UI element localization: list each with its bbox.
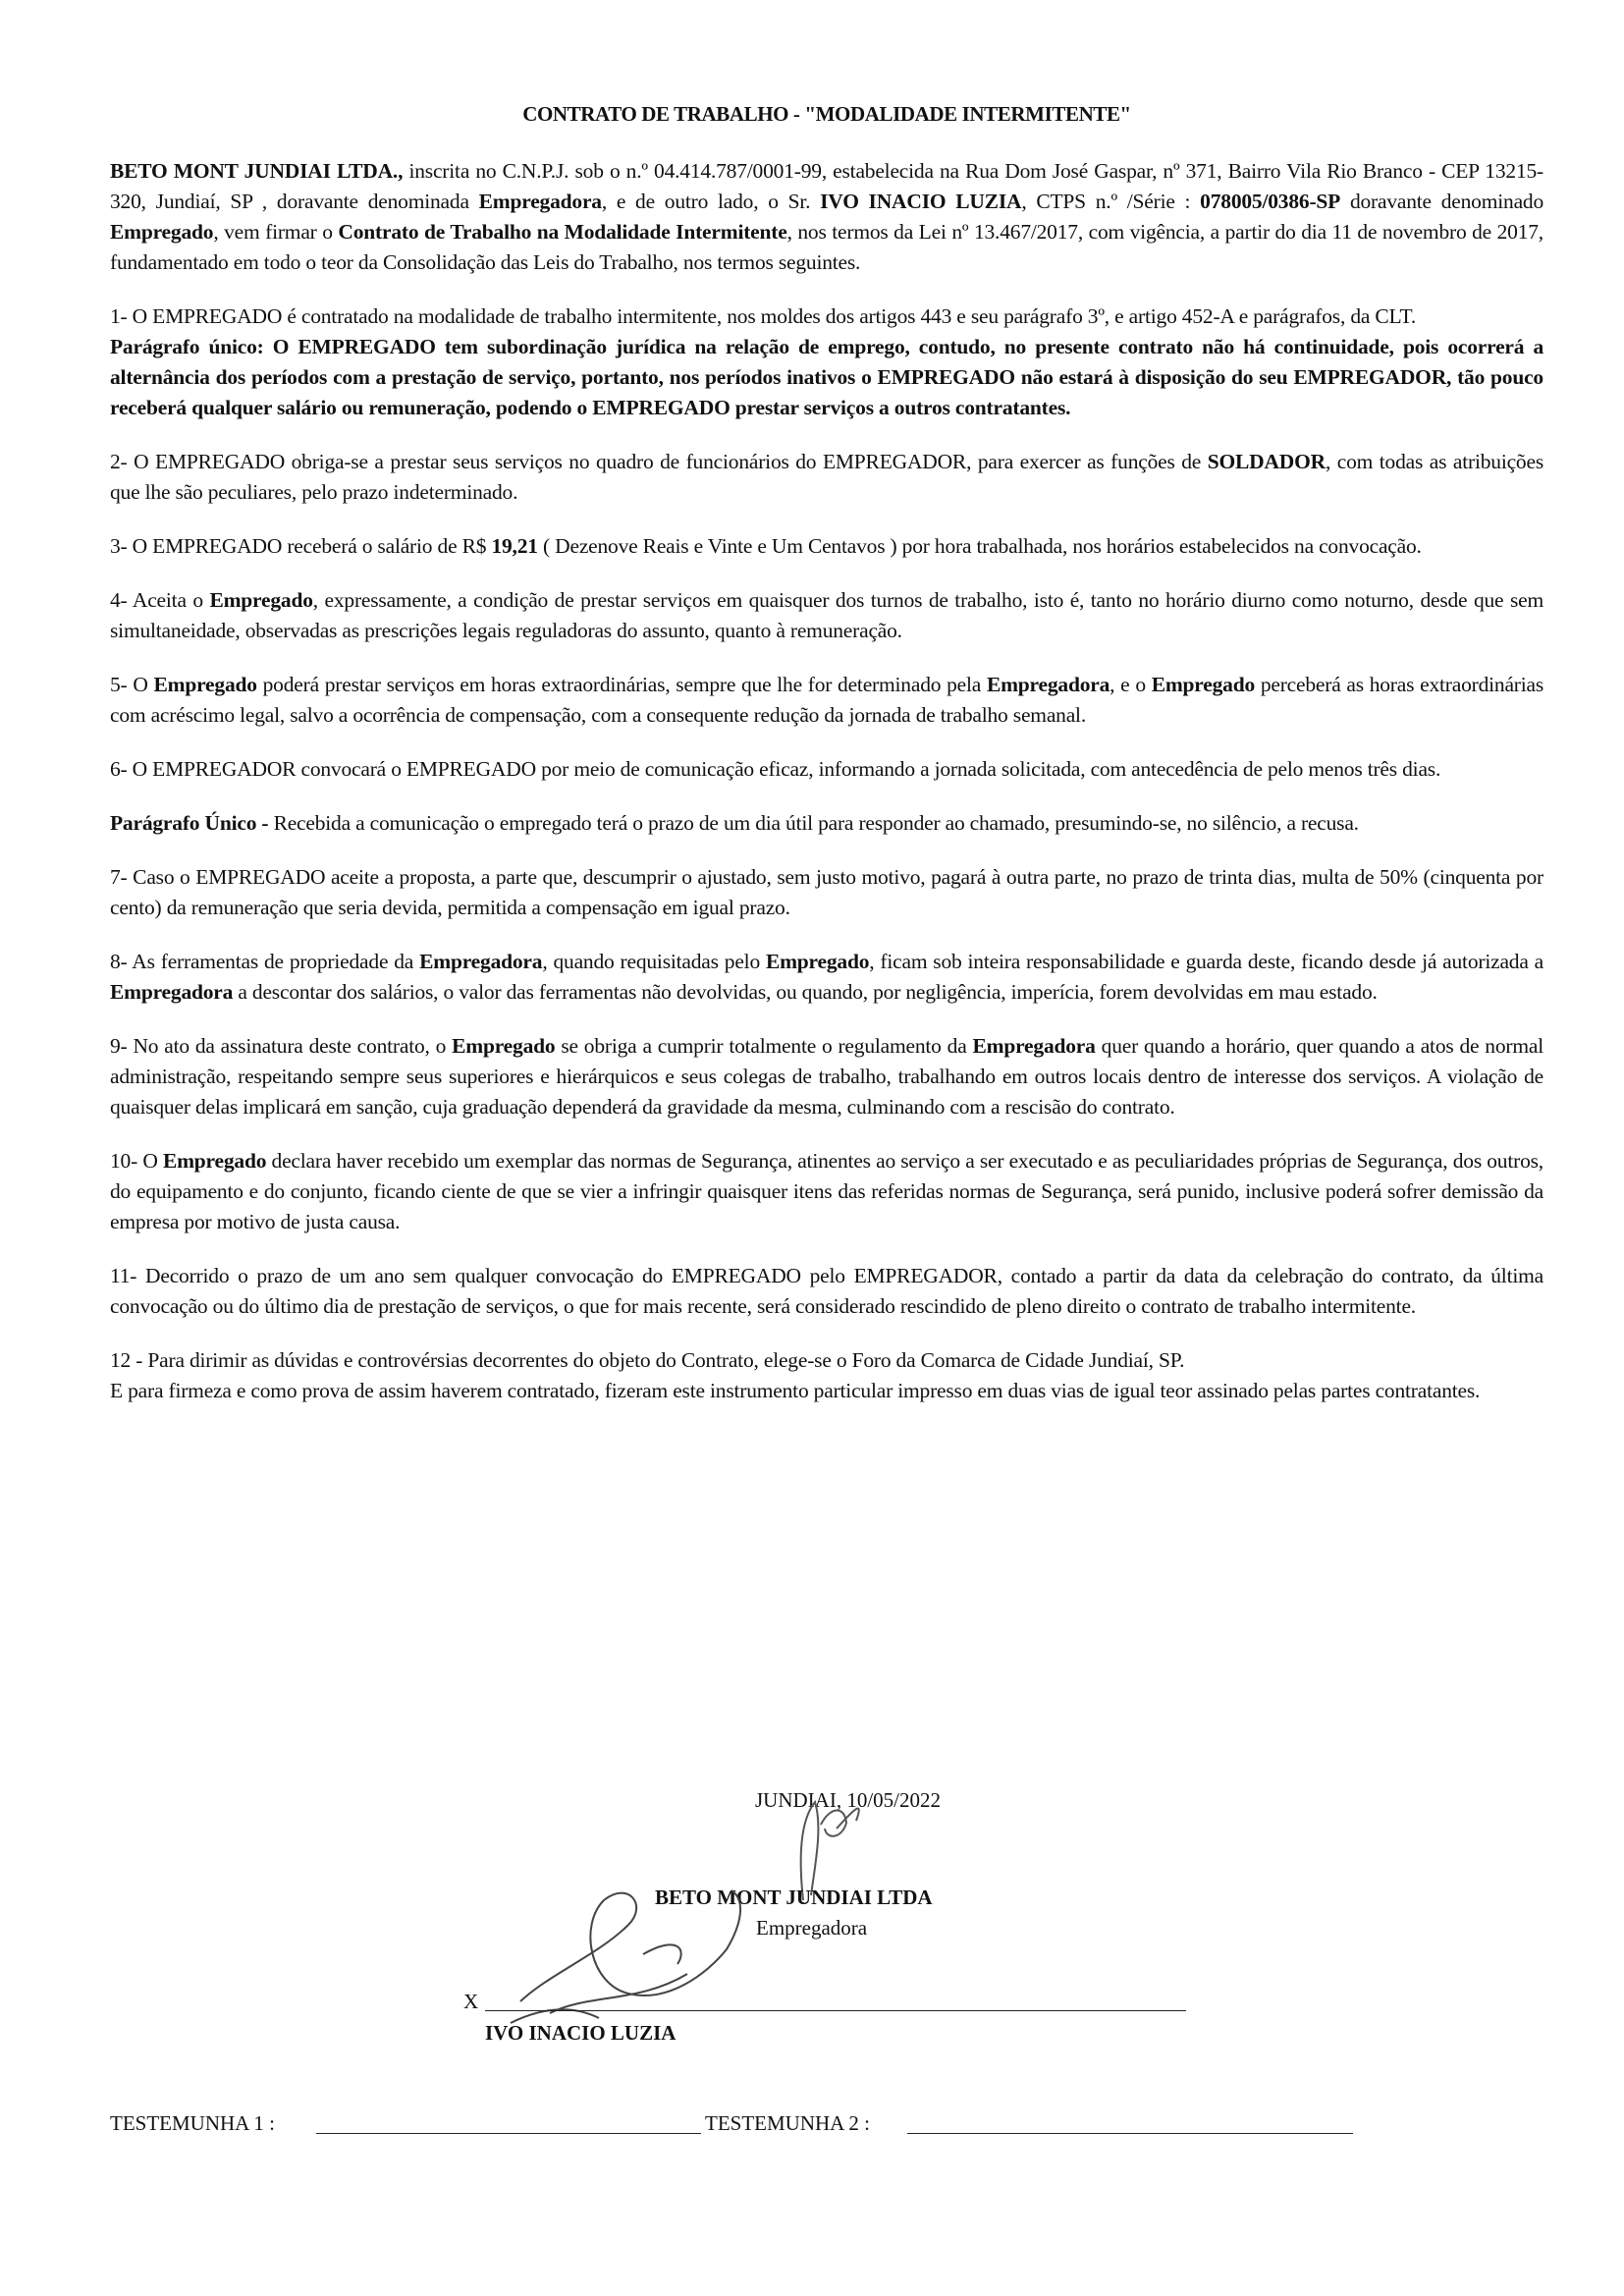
document-title: CONTRATO DE TRABALHO - "MODALIDADE INTERMITENTE" (522, 102, 1131, 126)
witness-2-line (907, 2133, 1353, 2134)
witness-2-label: TESTEMUNHA 2 : (705, 2111, 870, 2135)
job-role: SOLDADOR (1207, 450, 1326, 473)
clause-5: 5- O Empregado poderá prestar serviços em horas extraordinárias, sempre que lhe for determinado pela Empregadora, e o Empregado perceberá as horas extraordinárias com acréscimo legal, salvo a ocorrência de compensação, com a consequente redução da jornada de trabalho semanal. (110, 673, 1544, 727)
employer-name: BETO MONT JUNDIAI LTDA (655, 1886, 933, 1909)
company-name: BETO MONT JUNDIAI LTDA., (110, 159, 404, 183)
clause-11: 11- Decorrido o prazo de um ano sem qualquer convocação do EMPREGADO pelo EMPREGADOR, contado a partir da data da celebração do contrato, da última convocação ou do último dia de prestação de serviços, o que for mais recente, será considerado rescindido de pleno direito o contrato de trabalho intermitente. (110, 1264, 1543, 1318)
intro-paragraph: BETO MONT JUNDIAI LTDA., inscrita no C.N.P.J. sob o n.º 04.414.787/0001-99, estabelecida na Rua Dom José Gaspar, nº 371, Bairro Vila Rio Branco - CEP 13215-320, Jundiaí, SP , doravante denominada Empregadora, e de outro lado, o Sr. IVO INACIO LUZIA, CTPS n.º /Série : 078005/0386-SP doravante denominado Empregado, vem firmar o Contrato de Trabalho na Modalidade Intermitente, nos termos da Lei nº 13.467/2017, com vigência, a partir do dia 11 de novembro de 2017, fundamentado em todo o teor da Consolidação das Leis do Trabalho, nos termos seguintes. (110, 159, 1544, 274)
clause-7: 7- Caso o EMPREGADO aceite a proposta, a parte que, descumprir o ajustado, sem justo motivo, pagará à outra parte, no prazo de trinta dias, multa de 50% (cinquenta por cento) da remuneração que seria devida, permitida a compensação em igual prazo. (110, 865, 1543, 919)
employee-signature-line (485, 2010, 1186, 2011)
witness-1-label: TESTEMUNHA 1 : (110, 2111, 275, 2135)
clause-4: 4- Aceita o Empregado, expressamente, a condição de prestar serviços em quaisquer dos turnos de trabalho, isto é, tanto no horário diurno como noturno, desde que sem simultaneidade, observadas as prescrições legais reguladoras do assunto, quanto à remuneração. (110, 588, 1543, 642)
clause-9: 9- No ato da assinatura deste contrato, o Empregado se obriga a cumprir totalmente o regulamento da Empregadora quer quando a horário, quer quando a atos de normal administração, respeitando sempre seus superiores e hierárquicos e seus colegas de trabalho, trabalhando em outros locais dentro de interesse dos serviços. A violação de quaisquer delas implicará em sanção, cuja graduação dependerá da gravidade da mesma, culminando com a rescisão do contrato. (110, 1034, 1543, 1119)
clause-1: 1- O EMPREGADO é contratado na modalidade de trabalho intermitente, nos moldes dos artigos 443 e seu parágrafo 3º, e artigo 452-A e parágrafos, da CLT. (110, 304, 1417, 328)
employee-name: IVO INACIO LUZIA (820, 190, 1022, 213)
clause-6-paragraph: Parágrafo Único - Recebida a comunicação o empregado terá o prazo de um dia útil para responder ao chamado, presumindo-se, no silêncio, a recusa. (110, 811, 1359, 835)
ctps-number: 078005/0386-SP (1200, 190, 1341, 213)
clause-10: 10- O Empregado declara haver recebido um exemplar das normas de Segurança, atinentes ao serviço a ser executado e as peculiaridades próprias de Segurança, dos outros, do equipamento e do conjunto, ficando ciente de que se vier a infringir quaisquer itens das referidas normas de Segurança, será punido, inclusive poderá sofrer demissão da empresa por motivo de justa causa. (110, 1149, 1543, 1233)
salary-value: 19,21 (491, 534, 538, 558)
clause-12: 12 - Para dirimir as dúvidas e controvérsias decorrentes do objeto do Contrato, elege-se o Foro da Comarca de Cidade Jundiaí, SP. (110, 1348, 1185, 1372)
clause-6: 6- O EMPREGADOR convocará o EMPREGADO por meio de comunicação eficaz, informando a jornada solicitada, com antecedência de pelo menos três dias. (110, 757, 1441, 781)
contract-document (110, 102, 1543, 1406)
witness-1-line (316, 2133, 701, 2134)
x-mark: X (463, 1990, 479, 2013)
clause-1-paragraph: Parágrafo único: O EMPREGADO tem subordinação jurídica na relação de emprego, contudo, no presente contrato não há continuidade, pois ocorrerá a alternância dos períodos com a prestação de serviço, portanto, nos períodos inativos o EMPREGADO não estará à disposição do seu EMPREGADOR, tão pouco receberá qualquer salário ou remuneração, podendo o EMPREGADO prestar serviços a outros contratantes. (110, 335, 1543, 419)
clause-8: 8- As ferramentas de propriedade da Empregadora, quando requisitadas pelo Empregado, ficam sob inteira responsabilidade e guarda deste, ficando desde já autorizada a Empregadora a descontar dos salários, o valor das ferramentas não devolvidas, ou quando, por negligência, imperícia, forem devolvidas em mau estado. (110, 950, 1543, 1004)
place-date: JUNDIAI, 10/05/2022 (755, 1788, 941, 1812)
clause-2: 2- O EMPREGADO obriga-se a prestar seus serviços no quadro de funcionários do EMPREGADOR, para exercer as funções de SOLDADOR, com todas as atribuições que lhe são peculiares, pelo prazo indeterminado. (110, 450, 1543, 504)
employee-signature-name: IVO INACIO LUZIA (485, 2021, 677, 2045)
employer-role: Empregadora (756, 1916, 868, 1940)
clause-3: 3- O EMPREGADO receberá o salário de R$ 19,21 ( Dezenove Reais e Vinte e Um Centavos ) por hora trabalhada, nos horários estabelecidos na convocação. (110, 534, 1422, 558)
closing-paragraph: E para firmeza e como prova de assim haverem contratado, fizeram este instrumento particular impresso em duas vias de igual teor assinado pelas partes contratantes. (110, 1379, 1481, 1402)
